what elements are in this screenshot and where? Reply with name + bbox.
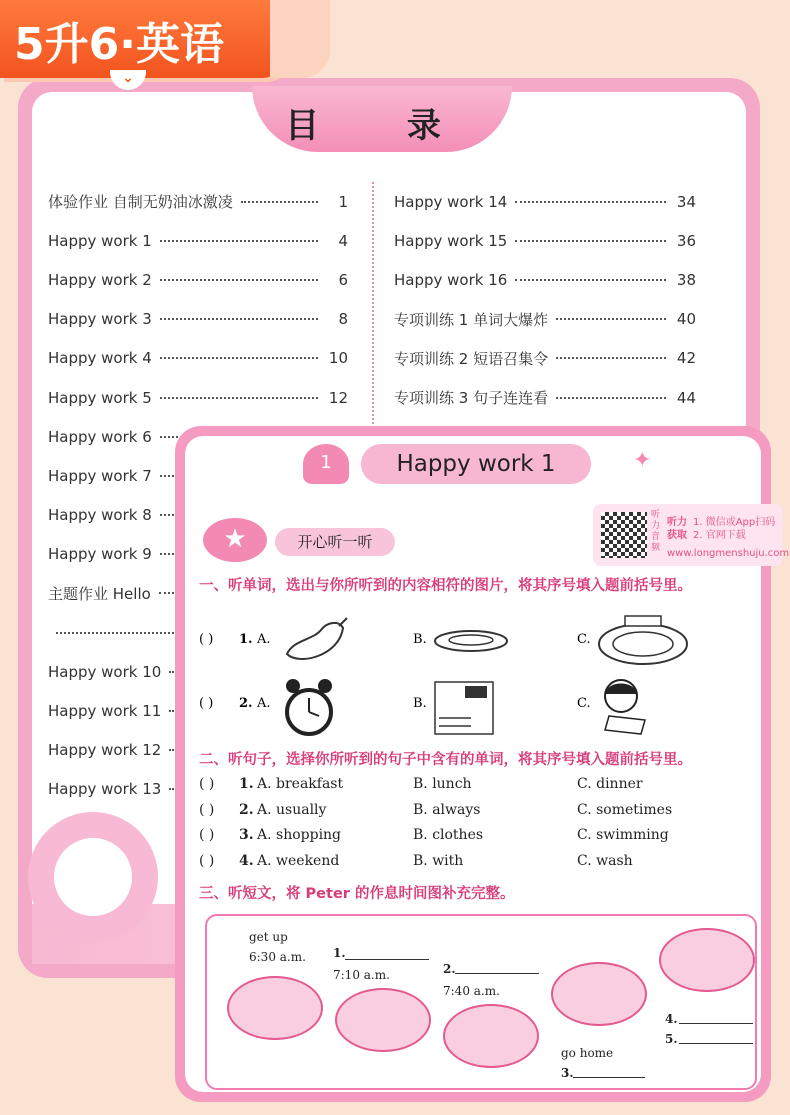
option-c-label: C.	[577, 696, 591, 711]
toc-entry-label: Happy work 3	[48, 310, 152, 329]
toc-leader-dots	[160, 357, 318, 359]
option-c: C. swimming	[577, 827, 669, 843]
toc-entry[interactable]	[48, 378, 348, 417]
blank-1-number: 1.	[333, 946, 346, 960]
toc-entry-label: 专项训练 1 单词大爆炸	[394, 310, 549, 329]
sparkle-icon: ✦	[633, 448, 652, 473]
toc-entry-page: 6	[338, 270, 348, 289]
toc-entry[interactable]	[48, 182, 348, 221]
question-number: 1.	[239, 776, 254, 792]
toc-entry-label: 专项训练 3 句子连连看	[394, 389, 549, 408]
toc-leader-dots	[556, 397, 666, 399]
toc-entry-page: 4	[338, 231, 348, 250]
plate-icon	[431, 626, 511, 656]
grade-subject-badge	[0, 0, 290, 86]
go-home-label: go home	[561, 1046, 614, 1060]
toc-entry-page: 34	[676, 192, 696, 211]
section-name: 开心听一听	[275, 528, 395, 556]
q2-row-3	[199, 827, 759, 851]
toc-entry-page: 8	[338, 310, 348, 329]
question-number: 2.	[239, 802, 254, 818]
blank-5-number: 5.	[665, 1032, 678, 1046]
toc-entry-page: 10	[328, 349, 348, 368]
answer-blank[interactable]: ( )	[199, 853, 215, 869]
toc-entry-label: 主题作业 Hello	[48, 584, 151, 603]
blank-5[interactable]	[679, 1032, 753, 1044]
toc-entry-label: Happy work 16	[394, 270, 508, 289]
qr-side-label: 听力音频	[651, 510, 661, 553]
answer-blank[interactable]: ( )	[199, 776, 215, 792]
option-a-label: A.	[257, 696, 271, 711]
toc-entry[interactable]	[394, 260, 696, 299]
worksheet-page	[175, 426, 790, 1102]
toc-entry-page: 42	[676, 349, 696, 368]
blank-2-number: 2.	[443, 962, 456, 976]
toc-entry-label: Happy work 13	[48, 780, 162, 799]
toc-entry-label: Happy work 15	[394, 231, 508, 250]
toc-entry-label: Happy work 4	[48, 349, 152, 368]
scene-bubble-night	[659, 928, 755, 992]
question-2-heading: 二、听句子，选择你所听到的句子中含有的单词，将其序号填入题前括号里。	[199, 752, 692, 768]
toc-title: 目 录	[252, 86, 512, 152]
question-number: 2.	[239, 696, 253, 711]
worksheet-page-inner	[185, 436, 790, 1092]
toc-entry[interactable]	[394, 378, 696, 417]
toc-entry-label: Happy work 11	[48, 702, 162, 721]
toc-entry[interactable]	[394, 221, 696, 260]
toc-entry-page: 40	[676, 310, 696, 329]
worksheet-title: Happy work 1	[361, 444, 591, 484]
toc-leader-dots	[515, 279, 666, 281]
option-b-label: B.	[413, 632, 427, 647]
toc-divider	[372, 182, 374, 432]
toc-leader-dots	[515, 240, 666, 242]
answer-blank[interactable]: ( )	[199, 827, 215, 843]
option-a: A. shopping	[257, 827, 342, 843]
option-a: A. weekend	[257, 853, 340, 869]
shell-icon: 1	[303, 444, 349, 484]
option-c: C. sometimes	[577, 802, 673, 818]
toc-entry[interactable]	[48, 221, 348, 260]
classroom-icon	[431, 678, 497, 738]
option-b: B. with	[413, 853, 464, 869]
toc-entry[interactable]	[48, 260, 348, 299]
toc-leader-dots	[556, 357, 666, 359]
swim-ring-icon	[28, 812, 158, 942]
question-3-heading: 三、听短文，将 Peter 的作息时间图补充完整。	[199, 886, 515, 902]
toc-entry-label: Happy work 6	[48, 427, 152, 446]
toc-entry-label: Happy work 2	[48, 270, 152, 289]
toc-entry[interactable]	[394, 300, 696, 339]
option-c: C. dinner	[577, 776, 643, 792]
blank-3-number: 3.	[561, 1066, 574, 1080]
badge-tab	[270, 0, 330, 78]
toc-entry-label: 体验作业 自制无奶油冰激凌	[48, 193, 233, 212]
chevron-down-icon: ⌄	[110, 70, 146, 90]
scene-bubble-getting-up	[227, 976, 323, 1040]
blank-4[interactable]	[679, 1012, 753, 1024]
toc-right-column	[394, 182, 696, 456]
eggplant-icon	[279, 616, 351, 668]
answer-blank[interactable]: ( )	[199, 696, 214, 711]
option-a: A. breakfast	[257, 776, 344, 792]
q2-row-2	[199, 802, 759, 826]
blank-3[interactable]	[573, 1066, 645, 1078]
playground-icon	[595, 612, 691, 670]
toc-leader-dots	[160, 240, 318, 242]
toc-entry-label: 专项训练 2 短语召集令	[394, 349, 549, 368]
toc-leader-dots	[160, 279, 318, 281]
option-c-label: C.	[577, 632, 591, 647]
blank-4-number: 4.	[665, 1012, 678, 1026]
toc-entry-page: 44	[676, 388, 696, 407]
option-b: B. always	[413, 802, 481, 818]
qr-step-2: 2. 官网下载	[693, 530, 746, 541]
toc-entry-label: Happy work 5	[48, 388, 152, 407]
toc-entry[interactable]	[48, 339, 348, 378]
toc-entry-label: Happy work 9	[48, 545, 152, 564]
qr-get-label: 听力获取	[667, 517, 687, 541]
time-1: 6:30 a.m.	[249, 950, 306, 964]
toc-leader-dots	[241, 201, 318, 203]
get-up-label: get up	[249, 930, 288, 944]
time-3: 7:40 a.m.	[443, 984, 500, 998]
toc-entry-label: Happy work 8	[48, 506, 152, 525]
scene-bubble-after-school	[551, 962, 647, 1026]
toc-entry[interactable]	[394, 182, 696, 221]
option-b: B. lunch	[413, 776, 472, 792]
badge-text: 5升6·英语	[14, 19, 224, 70]
section-header	[199, 518, 399, 562]
toc-entry[interactable]	[394, 339, 696, 378]
girl-reading-icon	[595, 676, 655, 738]
question-1-heading: 一、听单词，选出与你所听到的内容相符的图片，将其序号填入题前括号里。	[199, 578, 692, 594]
qr-step-1: 1. 微信或App扫码	[693, 517, 776, 528]
qr-steps	[693, 516, 775, 542]
option-a-label: A.	[257, 632, 271, 647]
toc-entry-label: Happy work 14	[394, 192, 508, 211]
schedule-diagram	[205, 914, 757, 1090]
qr-code-icon[interactable]	[601, 512, 647, 558]
toc-entry-page: 12	[328, 388, 348, 407]
toc-entry-page: 38	[676, 270, 696, 289]
q1-row-2	[199, 676, 759, 736]
question-number: 4.	[239, 853, 254, 869]
qr-url[interactable]: www.longmenshuju.com	[667, 548, 790, 559]
option-b-label: B.	[413, 696, 427, 711]
q2-row-1	[199, 776, 759, 800]
blank-2[interactable]	[455, 962, 539, 974]
toc-leader-dots	[160, 318, 318, 320]
q1-row-1	[199, 612, 759, 672]
toc-entry-label: Happy work 12	[48, 741, 162, 760]
option-c: C. wash	[577, 853, 633, 869]
toc-leader-dots	[160, 397, 318, 399]
time-2: 7:10 a.m.	[333, 968, 390, 982]
toc-entry-label: Happy work 1	[48, 231, 152, 250]
toc-entry-page: 36	[676, 231, 696, 250]
toc-entry[interactable]	[48, 300, 348, 339]
toc-leader-dots	[556, 318, 666, 320]
blank-1[interactable]	[345, 948, 429, 960]
question-number: 3.	[239, 827, 254, 843]
answer-blank[interactable]: ( )	[199, 632, 214, 647]
toc-leader-dots	[515, 201, 666, 203]
audio-qr-panel	[593, 504, 790, 566]
scene-bubble-school	[443, 1004, 539, 1068]
starfish-icon: ★	[203, 518, 267, 562]
alarm-clock-icon	[281, 676, 337, 740]
scene-bubble-breakfast	[335, 988, 431, 1052]
q2-row-4	[199, 853, 759, 877]
answer-blank[interactable]: ( )	[199, 802, 215, 818]
option-b: B. clothes	[413, 827, 484, 843]
option-a: A. usually	[257, 802, 327, 818]
toc-entry-label: Happy work 10	[48, 662, 162, 681]
toc-entry-page: 1	[338, 192, 348, 211]
question-number: 1.	[239, 632, 253, 647]
toc-entry-label: Happy work 7	[48, 466, 152, 485]
